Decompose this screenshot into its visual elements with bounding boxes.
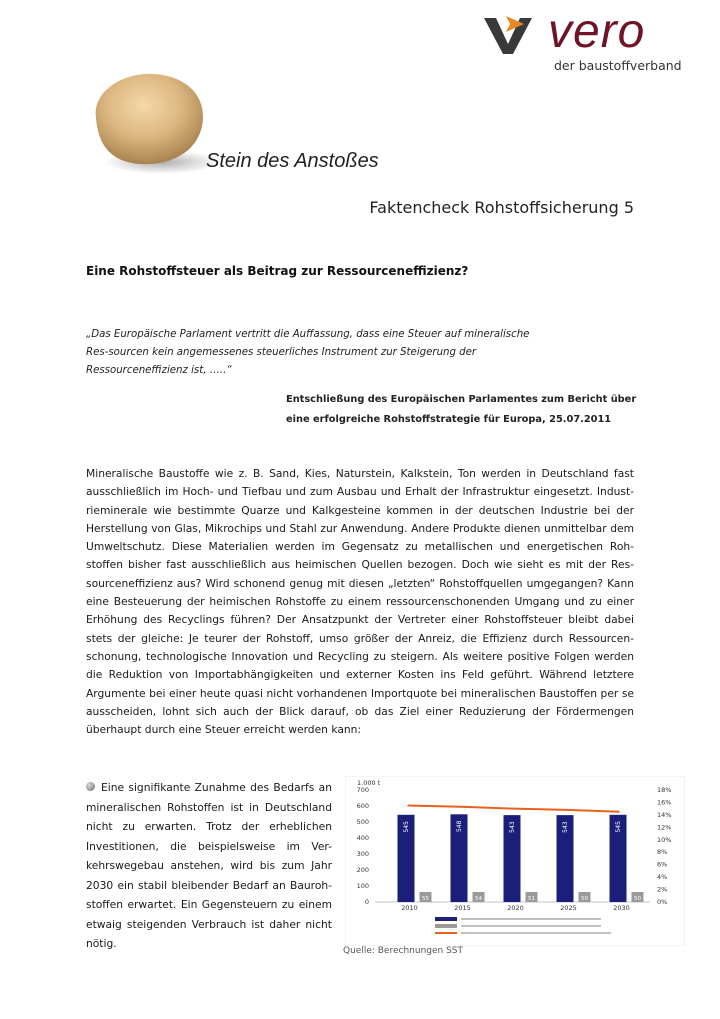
bullet-paragraph xyxy=(86,778,332,954)
y2-tick-label: 10% xyxy=(657,835,672,844)
stone-image xyxy=(82,70,222,180)
y-tick-label: 0 xyxy=(364,898,369,906)
x-tick-label: 2015 xyxy=(454,904,471,912)
document-title: Faktencheck Rohstoffsicherung 5 xyxy=(369,198,634,217)
quote-source: Entschließung des Europäischen Parlamentes zum Bericht über eine erfolgreiche Rohstoffstrategie für Europa, 25.07.2011 xyxy=(286,394,637,425)
bar-secondary-label: 50 xyxy=(581,896,588,902)
legend-swatch-line xyxy=(435,932,457,934)
bar-primary-label: 543 xyxy=(562,821,569,833)
y2-tick-label: 8% xyxy=(657,848,668,857)
y-tick-label: 600 xyxy=(356,802,369,810)
body-paragraph: Mineralische Baustoffe wie z. B. Sand, Kies, Naturstein, Kalkstein, Ton werden in Deutschland fast ausschließlich im Hoch- und Tiefbau und zum Ausbau und Erhalt der Infrastruktur eingesetzt. Indust-rieminerale wie bestimmte Quarze und Kalkgesteine kommen in der deutschen Industrie bei der Herstellung von Glas, Mikrochips und Stahl zur Anwendung. Andere Produkte dienen unmittelbar dem Umweltschutz. Diese Materialien werden im Gegensatz zu metallischen und energetischen Roh-stoffen bisher fast ausschließlich aus heimischen Quellen bezogen. Doch wie sieht es mit der Res-sourceneffizienz aus? Wird schonend genug mit diesen „letzten“ Rohstoffquellen umgegangen? Kann eine Besteuerung der heimischen Rohstoffe zu einem ressourcenschonenden Umgang und zu einer Erhöhung des Recyclings führen? Der Ansatzpunkt der Vertreter einer Rohstoffsteuer bleibt dabei stets der gleiche: Je teurer der Rohstoff, umso größer der Anreiz, die Effizienz durch Ressourcen-schonung, technologische Innovation und Recycling zu steigern. Als weitere positive Folgen werden die Reduktion von Importabhängigkeiten und externer Kosten ins Feld geführt. Während letztere Argumente bei einer heute quasi nicht vorhandenen Importquote bei mineralischen Baustoffen per se ausscheiden, lohnt sich auch der Blick darauf, ob das Ziel einer Reduzierung der Fördermengen überhaupt durch eine Steuer erreicht werden kann: xyxy=(86,467,634,737)
y-tick-label: 100 xyxy=(356,882,369,890)
quote: „Das Europäische Parlament vertritt die Auffassung, dass eine Steuer auf mineralische Res-sourcen kein angemessenes steuerliches Instrument zur Steigerung der Ressourceneffizienz ist, …..“ xyxy=(86,329,530,376)
x-tick-label: 2020 xyxy=(507,904,524,912)
logo-word: vero xyxy=(548,5,646,58)
y2-tick-label: 16% xyxy=(657,798,672,807)
slogan: Stein des Anstoßes xyxy=(206,150,379,172)
y2-tick-label: 6% xyxy=(657,860,668,869)
vero-logo xyxy=(484,5,689,76)
legend-text-placeholder xyxy=(461,932,611,934)
bar-secondary-label: 55 xyxy=(422,896,429,902)
bar-secondary-label: 51 xyxy=(528,896,535,902)
y-tick-label: 200 xyxy=(356,866,369,874)
legend-text-placeholder xyxy=(461,925,601,927)
bar-primary-label: 545 xyxy=(615,821,622,833)
y-tick-label: 500 xyxy=(356,818,369,826)
chart-source: Quelle: Berechnungen SST xyxy=(343,946,464,956)
y2-tick-label: 12% xyxy=(657,823,672,832)
logo-mark-icon xyxy=(484,16,542,56)
y-tick-label: 300 xyxy=(356,850,369,858)
x-tick-label: 2030 xyxy=(613,904,630,912)
y2-tick-label: 2% xyxy=(657,885,668,894)
y-tick-label: 400 xyxy=(356,834,369,842)
legend-swatch-secondary xyxy=(435,924,457,928)
legend-swatch-primary xyxy=(435,917,457,921)
y2-tick-label: 14% xyxy=(657,810,672,819)
bar-secondary-label: 50 xyxy=(634,896,641,902)
section-heading: Eine Rohstoffsteuer als Beitrag zur Ressourceneffizienz? xyxy=(86,264,469,278)
y-axis-top-label: 1.000 t xyxy=(357,779,381,787)
bullet-text: Eine signifikante Zunahme des Bedarfs an mineralischen Rohstoffen ist in Deutschland nicht zu erwarten. Trotz der erheblichen Investitionen, die beispielsweise im Ver-kehrswegebau anstehen, wird bis zum Jahr 2030 ein stabil bleibender Bedarf an Bauroh-stoffen erwartet. Ein Gegensteuern zu einem etwaig steigenden Verbrauch ist daher nicht nötig. xyxy=(86,781,332,950)
legend-text-placeholder xyxy=(461,918,601,920)
bar-primary-label: 548 xyxy=(456,820,463,833)
demand-chart xyxy=(345,776,685,946)
bullet-icon xyxy=(86,782,95,791)
y2-tick-label: 18% xyxy=(657,786,672,794)
y-tick-label: 700 xyxy=(356,786,369,794)
bar-primary-label: 545 xyxy=(403,821,410,833)
logo-subtitle: der baustoffverband xyxy=(554,58,682,73)
bar-secondary-label: 54 xyxy=(475,896,482,902)
x-tick-label: 2025 xyxy=(560,904,577,912)
y2-tick-label: 0% xyxy=(657,898,668,906)
bar-primary-label: 543 xyxy=(509,821,516,833)
x-tick-label: 2010 xyxy=(401,904,418,912)
y2-tick-label: 4% xyxy=(657,873,668,882)
